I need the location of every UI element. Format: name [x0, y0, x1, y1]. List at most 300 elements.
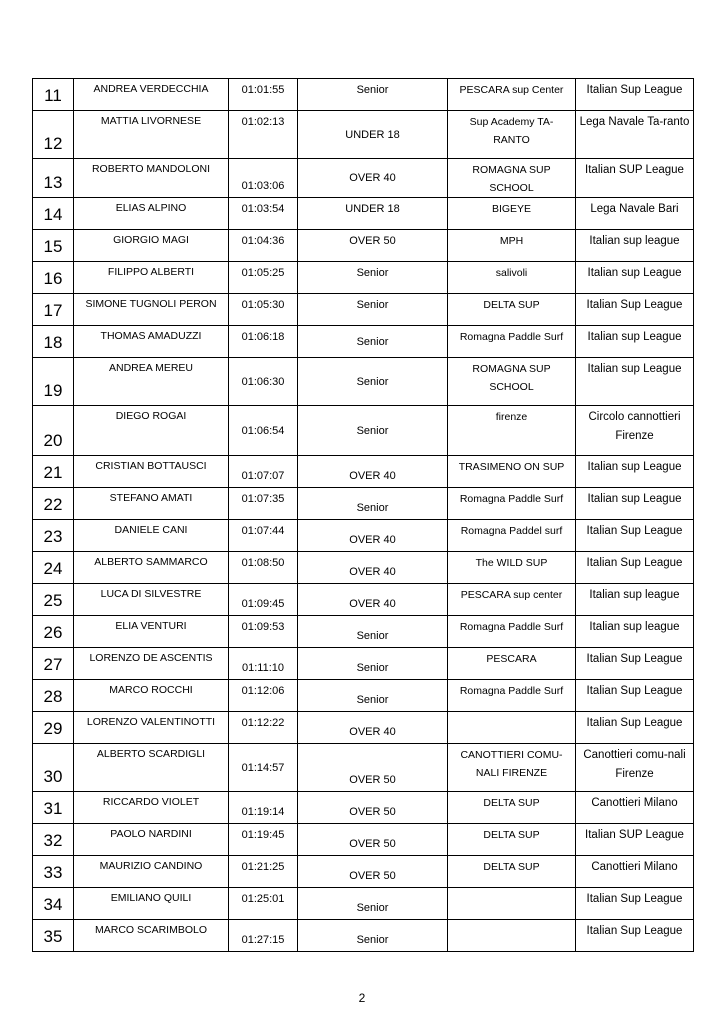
- time-cell: [229, 326, 298, 358]
- league-cell: [576, 584, 694, 616]
- time-cell-text: 01:14:57: [241, 761, 285, 774]
- position-cell: [33, 744, 74, 792]
- table-row: [33, 520, 694, 552]
- category-cell: [298, 358, 448, 406]
- position-cell-text: 21: [43, 463, 63, 482]
- athlete-name-cell-text: THOMAS AMADUZZI: [100, 330, 202, 342]
- position-cell-text: 11: [44, 86, 62, 105]
- position-cell: [33, 824, 74, 856]
- position-cell: [33, 358, 74, 406]
- league-cell: [576, 294, 694, 326]
- position-cell: [33, 159, 74, 198]
- athlete-name-cell-text: LORENZO VALENTINOTTI: [86, 716, 216, 728]
- category-cell: [298, 888, 448, 920]
- time-cell-text: 01:21:25: [241, 861, 285, 873]
- category-cell: [298, 456, 448, 488]
- category-cell-text: OVER 40: [349, 534, 396, 546]
- athlete-name-cell: [74, 712, 229, 744]
- table-row: [33, 358, 694, 406]
- athlete-name-cell: [74, 230, 229, 262]
- position-cell: [33, 648, 74, 680]
- position-cell: [33, 680, 74, 712]
- position-cell-text: 13: [43, 173, 63, 192]
- position-cell: [33, 326, 74, 358]
- time-cell-text: 01:09:53: [241, 621, 285, 633]
- athlete-name-cell: [74, 520, 229, 552]
- athlete-name-cell: [74, 616, 229, 648]
- table-row: [33, 712, 694, 744]
- league-cell-text: Canottieri Milano: [591, 797, 678, 809]
- time-cell-text: 01:09:45: [241, 598, 285, 610]
- table-row: [33, 552, 694, 584]
- athlete-name-cell-text: RICCARDO VIOLET: [102, 796, 200, 808]
- category-cell: [298, 920, 448, 952]
- position-cell: [33, 520, 74, 552]
- category-cell-text: OVER 40: [349, 598, 396, 610]
- category-cell: [298, 520, 448, 552]
- club-cell: [448, 648, 576, 680]
- position-cell: [33, 111, 74, 159]
- athlete-name-cell: [74, 744, 229, 792]
- position-cell: [33, 552, 74, 584]
- results-table: [32, 78, 694, 952]
- category-cell: [298, 680, 448, 712]
- club-cell: [448, 616, 576, 648]
- league-cell: [576, 712, 694, 744]
- time-cell-text: 01:05:25: [241, 267, 285, 279]
- category-cell: [298, 326, 448, 358]
- position-cell: [33, 294, 74, 326]
- athlete-name-cell: [74, 888, 229, 920]
- category-cell: [298, 406, 448, 456]
- time-cell: [229, 648, 298, 680]
- position-cell-text: 30: [43, 767, 63, 786]
- time-cell-text: 01:07:44: [241, 525, 285, 537]
- athlete-name-cell: [74, 358, 229, 406]
- time-cell: [229, 159, 298, 198]
- league-cell-text: Italian Sup League: [586, 685, 683, 697]
- club-cell: [448, 856, 576, 888]
- athlete-name-cell: [74, 79, 229, 111]
- club-cell: [448, 680, 576, 712]
- position-cell: [33, 198, 74, 230]
- league-cell: [576, 888, 694, 920]
- position-cell-text: 24: [43, 559, 63, 578]
- table-row: [33, 856, 694, 888]
- time-cell: [229, 230, 298, 262]
- league-cell-text: Canottieri Milano: [591, 861, 678, 873]
- time-cell-text: 01:07:35: [241, 493, 285, 505]
- club-cell: [448, 888, 576, 920]
- club-cell-text: PESCARA: [486, 653, 537, 665]
- time-cell-text: 01:12:06: [241, 685, 285, 697]
- time-cell: [229, 262, 298, 294]
- time-cell-text: 01:27:15: [241, 934, 285, 946]
- club-cell: [448, 488, 576, 520]
- club-cell-text: TRASIMENO ON SUP: [458, 461, 565, 473]
- league-cell-text: Italian sup League: [587, 363, 682, 375]
- table-row: [33, 406, 694, 456]
- time-cell-text: 01:19:45: [241, 829, 285, 841]
- athlete-name-cell-text: ROBERTO MANDOLONI: [91, 163, 211, 175]
- athlete-name-cell-text: STEFANO AMATI: [109, 492, 193, 504]
- club-cell: [448, 920, 576, 952]
- category-cell: [298, 488, 448, 520]
- athlete-name-cell-text: EMILIANO QUILI: [110, 892, 192, 904]
- athlete-name-cell: [74, 159, 229, 198]
- club-cell: [448, 792, 576, 824]
- league-cell: [576, 111, 694, 159]
- category-cell-text: OVER 40: [349, 172, 396, 184]
- club-cell-text: CANOTTIERI COMU-NALI FIRENZE: [460, 749, 563, 779]
- position-cell-text: 33: [43, 863, 63, 882]
- time-cell: [229, 856, 298, 888]
- league-cell-text: Italian sup League: [587, 267, 682, 279]
- league-cell: [576, 824, 694, 856]
- position-cell-text: 23: [43, 527, 63, 546]
- athlete-name-cell-text: PAOLO NARDINI: [110, 828, 192, 840]
- athlete-name-cell: [74, 326, 229, 358]
- table-row: [33, 824, 694, 856]
- category-cell-text: Senior: [356, 902, 389, 914]
- time-cell-text: 01:06:30: [241, 375, 285, 388]
- category-cell-text: Senior: [356, 267, 389, 279]
- league-cell: [576, 198, 694, 230]
- club-cell-text: [448, 712, 575, 743]
- position-cell: [33, 79, 74, 111]
- club-cell-text: ROMAGNA SUP SCHOOL: [472, 164, 551, 194]
- time-cell: [229, 680, 298, 712]
- category-cell: [298, 792, 448, 824]
- time-cell: [229, 456, 298, 488]
- club-cell: [448, 456, 576, 488]
- position-cell: [33, 584, 74, 616]
- table-row: [33, 920, 694, 952]
- athlete-name-cell-text: SIMONE TUGNOLI PERON: [85, 298, 217, 310]
- time-cell: [229, 824, 298, 856]
- time-cell-text: 01:06:54: [241, 424, 285, 437]
- athlete-name-cell-text: ANDREA VERDECCHIA: [93, 83, 209, 95]
- category-cell-text: UNDER 18: [345, 203, 400, 215]
- category-cell-text: Senior: [356, 934, 389, 946]
- club-cell: [448, 744, 576, 792]
- club-cell-text: PESCARA sup center: [460, 589, 563, 601]
- time-cell: [229, 792, 298, 824]
- club-cell: [448, 111, 576, 159]
- athlete-name-cell: [74, 456, 229, 488]
- athlete-name-cell: [74, 856, 229, 888]
- position-cell-text: 22: [43, 495, 63, 514]
- league-cell-text: Italian SUP League: [585, 829, 684, 841]
- athlete-name-cell-text: LORENZO DE ASCENTIS: [89, 652, 213, 664]
- club-cell-text: DELTA SUP: [483, 861, 540, 873]
- time-cell: [229, 920, 298, 952]
- time-cell-text: 01:07:07: [241, 470, 285, 482]
- club-cell-text: ROMAGNA SUP SCHOOL: [472, 363, 551, 393]
- athlete-name-cell: [74, 584, 229, 616]
- athlete-name-cell-text: DANIELE CANI: [114, 524, 188, 536]
- league-cell: [576, 552, 694, 584]
- league-cell-text: Italian sup league: [589, 235, 680, 247]
- league-cell-text: Italian sup League: [587, 461, 682, 473]
- league-cell-text: Canottieri comu-nali Firenze: [583, 749, 686, 780]
- results-table-body: [33, 79, 694, 952]
- time-cell-text: 01:12:22: [241, 717, 285, 729]
- time-cell-text: 01:05:30: [241, 299, 285, 311]
- athlete-name-cell: [74, 680, 229, 712]
- athlete-name-cell: [74, 648, 229, 680]
- time-cell: [229, 406, 298, 456]
- athlete-name-cell-text: ELIAS ALPINO: [115, 202, 187, 214]
- league-cell: [576, 262, 694, 294]
- table-row: [33, 488, 694, 520]
- category-cell-text: OVER 40: [349, 726, 396, 738]
- league-cell-text: Italian SUP League: [585, 164, 684, 176]
- time-cell: [229, 79, 298, 111]
- category-cell: [298, 230, 448, 262]
- position-cell-text: 19: [43, 381, 63, 400]
- position-cell: [33, 262, 74, 294]
- category-cell: [298, 712, 448, 744]
- table-row: [33, 584, 694, 616]
- position-cell-text: 34: [43, 895, 63, 914]
- league-cell: [576, 520, 694, 552]
- athlete-name-cell: [74, 920, 229, 952]
- time-cell: [229, 888, 298, 920]
- club-cell-text: Romagna Paddle Surf: [459, 331, 564, 343]
- time-cell: [229, 712, 298, 744]
- time-cell: [229, 552, 298, 584]
- club-cell-text: Romagna Paddle Surf: [459, 685, 564, 697]
- time-cell-text: 01:11:10: [241, 662, 284, 674]
- league-cell-text: Circolo cannottieri Firenze: [588, 411, 681, 442]
- position-cell-text: 12: [43, 134, 63, 153]
- athlete-name-cell: [74, 111, 229, 159]
- table-row: [33, 111, 694, 159]
- club-cell: [448, 358, 576, 406]
- club-cell-text: Romagna Paddel surf: [460, 525, 563, 537]
- club-cell: [448, 520, 576, 552]
- league-cell-text: Italian Sup League: [586, 299, 683, 311]
- club-cell: [448, 159, 576, 198]
- category-cell: [298, 79, 448, 111]
- position-cell-text: 32: [43, 831, 63, 850]
- position-cell: [33, 856, 74, 888]
- athlete-name-cell-text: MATTIA LIVORNESE: [100, 115, 202, 127]
- category-cell-text: Senior: [356, 335, 389, 348]
- club-cell-text: Romagna Paddle Surf: [459, 621, 564, 633]
- category-cell-text: Senior: [356, 662, 389, 674]
- athlete-name-cell-text: CRISTIAN BOTTAUSCI: [95, 460, 207, 472]
- time-cell: [229, 358, 298, 406]
- category-cell: [298, 111, 448, 159]
- club-cell-text: DELTA SUP: [483, 299, 540, 311]
- time-cell: [229, 584, 298, 616]
- athlete-name-cell: [74, 406, 229, 456]
- athlete-name-cell-text: GIORGIO MAGI: [113, 234, 189, 246]
- club-cell-text: BIGEYE: [491, 203, 532, 215]
- club-cell-text: Sup Academy TA-RANTO: [469, 116, 554, 146]
- table-row: [33, 326, 694, 358]
- category-cell-text: Senior: [356, 84, 389, 96]
- time-cell: [229, 111, 298, 159]
- club-cell: [448, 824, 576, 856]
- category-cell-text: OVER 50: [349, 806, 396, 818]
- club-cell-text: [448, 920, 575, 951]
- athlete-name-cell: [74, 792, 229, 824]
- league-cell-text: Italian sup league: [589, 621, 680, 633]
- time-cell-text: 01:03:06: [241, 180, 285, 192]
- club-cell-text: DELTA SUP: [483, 829, 540, 841]
- league-cell: [576, 159, 694, 198]
- position-cell-text: 35: [43, 927, 63, 946]
- athlete-name-cell: [74, 552, 229, 584]
- club-cell: [448, 584, 576, 616]
- category-cell: [298, 744, 448, 792]
- time-cell-text: 01:02:13: [241, 116, 285, 128]
- league-cell-text: Italian Sup League: [586, 653, 683, 665]
- athlete-name-cell-text: DIEGO ROGAI: [115, 410, 187, 422]
- table-row: [33, 888, 694, 920]
- category-cell: [298, 856, 448, 888]
- position-cell-text: 26: [43, 623, 63, 642]
- league-cell-text: Italian Sup League: [586, 717, 683, 729]
- league-cell: [576, 358, 694, 406]
- time-cell: [229, 198, 298, 230]
- table-row: [33, 456, 694, 488]
- category-cell-text: Senior: [356, 694, 389, 706]
- athlete-name-cell: [74, 488, 229, 520]
- category-cell: [298, 584, 448, 616]
- league-cell: [576, 326, 694, 358]
- page-number: 2: [358, 991, 366, 1005]
- time-cell-text: 01:04:36: [241, 235, 285, 247]
- position-cell: [33, 792, 74, 824]
- athlete-name-cell: [74, 262, 229, 294]
- table-row: [33, 159, 694, 198]
- club-cell: [448, 406, 576, 456]
- club-cell-text: firenze: [495, 411, 528, 423]
- league-cell-text: Italian sup league: [589, 589, 680, 601]
- position-cell-text: 14: [43, 205, 63, 224]
- league-cell-text: Italian Sup League: [586, 84, 683, 96]
- athlete-name-cell-text: MARCO SCARIMBOLO: [94, 924, 207, 936]
- category-cell-text: OVER 50: [349, 838, 396, 850]
- athlete-name-cell-text: ELIA VENTURI: [115, 620, 187, 632]
- club-cell: [448, 230, 576, 262]
- athlete-name-cell-text: ANDREA MEREU: [108, 362, 193, 374]
- position-cell-text: 18: [43, 333, 63, 352]
- position-cell-text: 20: [43, 431, 63, 450]
- position-cell-text: 17: [43, 301, 63, 320]
- category-cell: [298, 616, 448, 648]
- league-cell: [576, 406, 694, 456]
- category-cell: [298, 198, 448, 230]
- league-cell-text: Italian sup League: [587, 493, 682, 505]
- position-cell-text: 27: [43, 655, 63, 674]
- athlete-name-cell: [74, 294, 229, 326]
- league-cell: [576, 488, 694, 520]
- athlete-name-cell: [74, 824, 229, 856]
- league-cell-text: Lega Navale Bari: [590, 203, 679, 215]
- position-cell: [33, 616, 74, 648]
- time-cell: [229, 616, 298, 648]
- position-cell: [33, 888, 74, 920]
- league-cell: [576, 79, 694, 111]
- league-cell-text: Italian Sup League: [586, 557, 683, 569]
- position-cell: [33, 406, 74, 456]
- position-cell: [33, 712, 74, 744]
- league-cell: [576, 616, 694, 648]
- athlete-name-cell-text: ALBERTO SAMMARCO: [94, 556, 208, 568]
- athlete-name-cell-text: MARCO ROCCHI: [109, 684, 193, 696]
- club-cell-text: DELTA SUP: [483, 797, 540, 809]
- category-cell: [298, 648, 448, 680]
- club-cell-text: MPH: [499, 235, 524, 247]
- table-row: [33, 262, 694, 294]
- league-cell: [576, 648, 694, 680]
- league-cell: [576, 230, 694, 262]
- table-row: [33, 79, 694, 111]
- club-cell-text: The WILD SUP: [475, 557, 548, 569]
- time-cell-text: 01:25:01: [241, 893, 285, 905]
- time-cell: [229, 294, 298, 326]
- category-cell: [298, 824, 448, 856]
- category-cell: [298, 552, 448, 584]
- club-cell: [448, 712, 576, 744]
- athlete-name-cell-text: LUCA DI SILVESTRE: [100, 588, 202, 600]
- club-cell: [448, 326, 576, 358]
- category-cell-text: Senior: [356, 299, 389, 311]
- category-cell-text: OVER 50: [349, 235, 396, 247]
- league-cell-text: Italian sup League: [587, 331, 682, 343]
- position-cell-text: 28: [43, 687, 63, 706]
- category-cell: [298, 159, 448, 198]
- league-cell: [576, 680, 694, 712]
- club-cell-text: [448, 888, 575, 919]
- table-row: [33, 680, 694, 712]
- league-cell-text: Lega Navale Ta-ranto: [579, 116, 690, 128]
- position-cell-text: 25: [43, 591, 63, 610]
- position-cell-text: 16: [43, 269, 63, 288]
- category-cell-text: Senior: [356, 630, 389, 642]
- club-cell: [448, 198, 576, 230]
- category-cell-text: OVER 40: [349, 566, 396, 578]
- league-cell: [576, 456, 694, 488]
- category-cell-text: Senior: [356, 502, 389, 514]
- position-cell: [33, 488, 74, 520]
- category-cell-text: Senior: [356, 375, 389, 388]
- category-cell-text: UNDER 18: [345, 128, 400, 141]
- athlete-name-cell: [74, 198, 229, 230]
- league-cell: [576, 792, 694, 824]
- table-row: [33, 294, 694, 326]
- time-cell-text: 01:01:55: [241, 84, 285, 96]
- category-cell-text: OVER 50: [349, 774, 396, 786]
- table-row: [33, 616, 694, 648]
- table-row: [33, 198, 694, 230]
- time-cell: [229, 520, 298, 552]
- category-cell-text: OVER 40: [349, 470, 396, 482]
- club-cell-text: salivoli: [495, 267, 528, 279]
- club-cell-text: Romagna Paddle Surf: [459, 493, 564, 505]
- time-cell: [229, 744, 298, 792]
- category-cell: [298, 262, 448, 294]
- time-cell: [229, 488, 298, 520]
- time-cell-text: 01:08:50: [241, 557, 285, 569]
- league-cell-text: Italian Sup League: [586, 893, 683, 905]
- club-cell: [448, 262, 576, 294]
